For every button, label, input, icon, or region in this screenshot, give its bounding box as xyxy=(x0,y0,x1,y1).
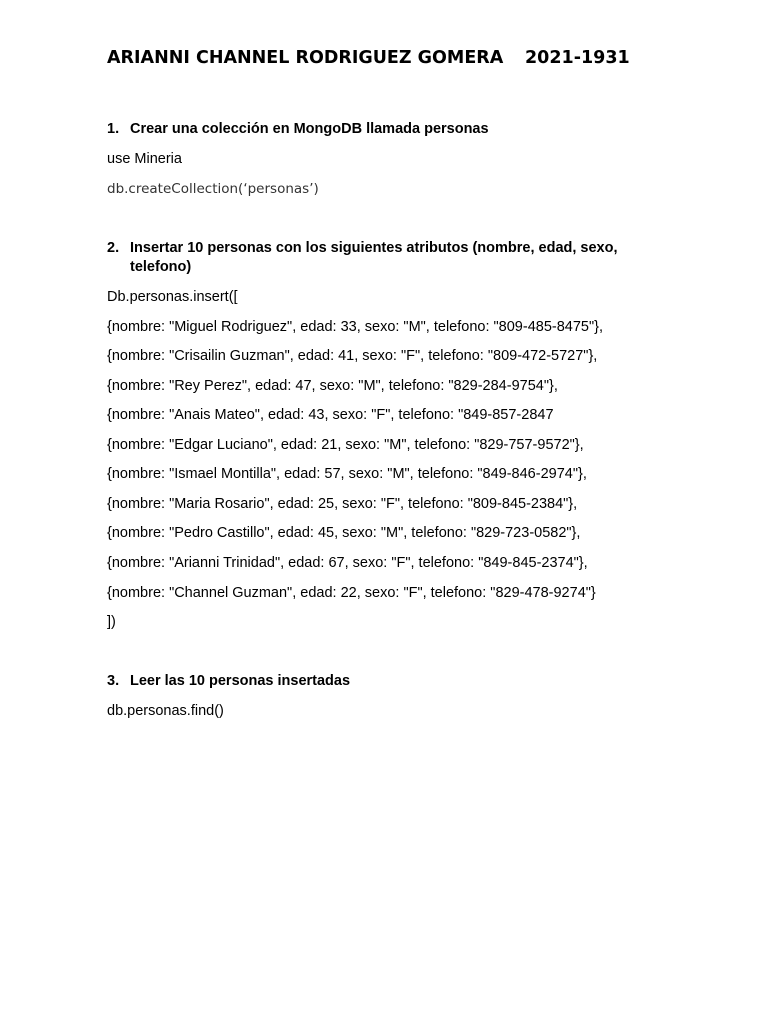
section-3-title: Leer las 10 personas insertadas xyxy=(130,673,351,689)
code-line: ]) xyxy=(107,614,116,630)
code-line: Db.personas.insert([ xyxy=(107,289,238,305)
code-line: db.personas.find() xyxy=(107,703,224,719)
code-line: {nombre: "Crisailin Guzman", edad: 41, sexo: "F", telefono: "809-472-5727"}, xyxy=(107,348,598,364)
section-2-heading xyxy=(107,240,618,256)
code-line: {nombre: "Pedro Castillo", edad: 45, sexo: "M", telefono: "829-723-0582"}, xyxy=(107,525,581,541)
section-1-heading xyxy=(107,121,489,137)
section-2-title-continued: telefono) xyxy=(130,259,192,275)
section-2-title: Insertar 10 personas con los siguientes atributos (nombre, edad, sexo, xyxy=(130,240,618,256)
student-name: ARIANNI CHANNEL RODRIGUEZ GOMERA xyxy=(107,48,504,68)
section-1-title: Crear una colección en MongoDB llamada personas xyxy=(130,121,489,137)
section-3-heading xyxy=(107,673,350,689)
code-line: {nombre: "Anais Mateo", edad: 43, sexo: "F", telefono: "849-857-2847 xyxy=(107,407,554,423)
code-line: {nombre: "Miguel Rodriguez", edad: 33, sexo: "M", telefono: "809-485-8475"}, xyxy=(107,319,603,335)
section-2-number: 2. xyxy=(107,240,120,256)
student-id: 2021-1931 xyxy=(525,48,630,68)
code-line: {nombre: "Edgar Luciano", edad: 21, sexo: "M", telefono: "829-757-9572"}, xyxy=(107,437,584,453)
section-3-number: 3. xyxy=(107,673,120,689)
code-line: {nombre: "Ismael Montilla", edad: 57, sexo: "M", telefono: "849-846-2974"}, xyxy=(107,466,587,482)
code-line: use Mineria xyxy=(107,151,182,167)
code-line: {nombre: "Rey Perez", edad: 47, sexo: "M", telefono: "829-284-9754"}, xyxy=(107,378,558,394)
code-line: {nombre: "Channel Guzman", edad: 22, sexo: "F", telefono: "829-478-9274"} xyxy=(107,585,596,601)
section-1-number: 1. xyxy=(107,121,120,137)
code-line: db.createCollection(‘personas’) xyxy=(107,181,319,197)
code-line: {nombre: "Arianni Trinidad", edad: 67, sexo: "F", telefono: "849-845-2374"}, xyxy=(107,555,588,571)
code-line: {nombre: "Maria Rosario", edad: 25, sexo: "F", telefono: "809-845-2384"}, xyxy=(107,496,578,512)
